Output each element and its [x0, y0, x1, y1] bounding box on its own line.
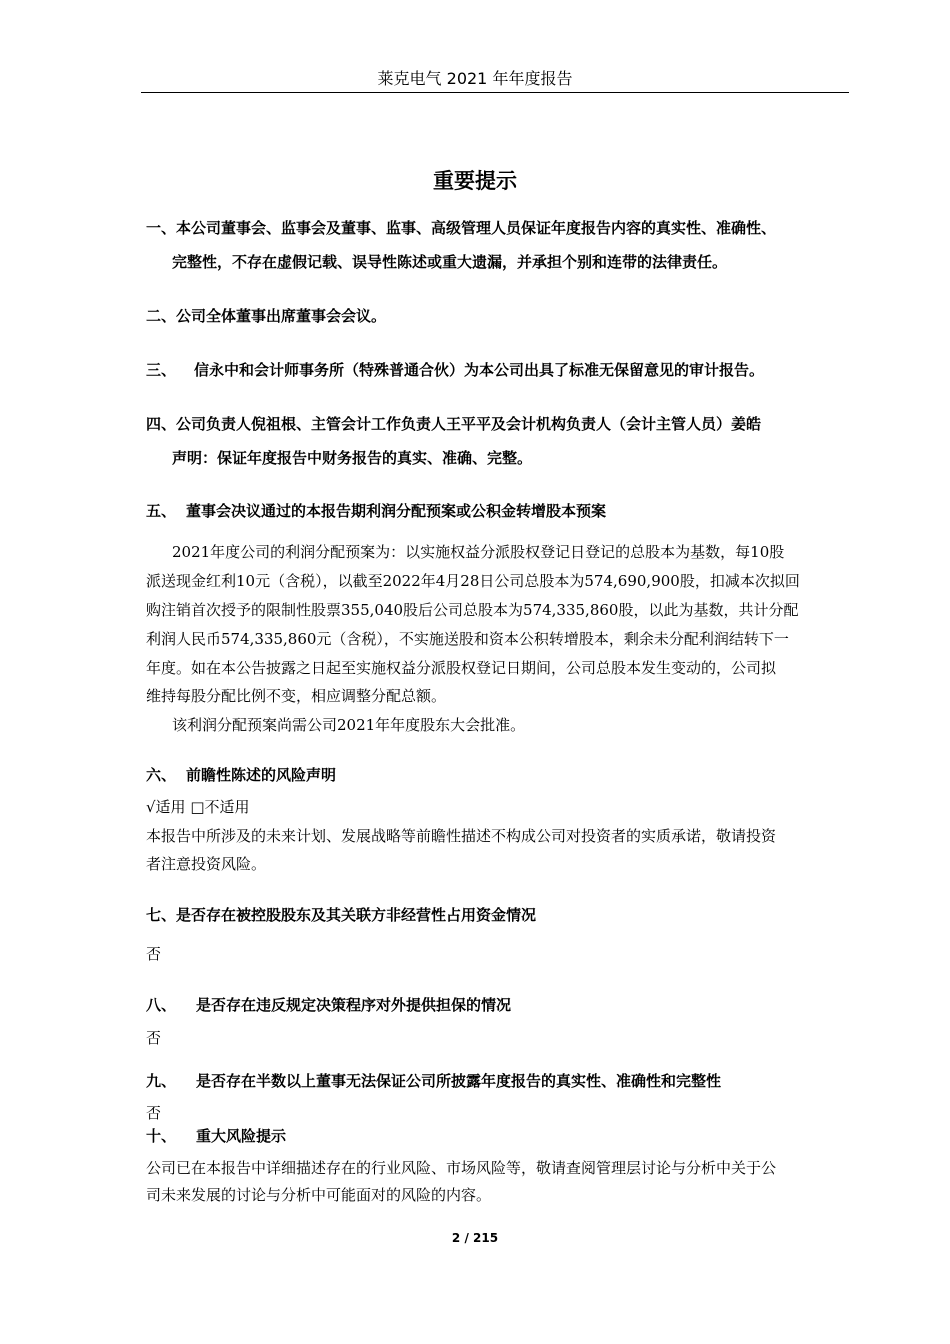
- header-rule: [141, 92, 849, 93]
- running-header: 莱克电气 2021 年年度报告: [377, 69, 573, 88]
- item8-heading-line: [146, 993, 854, 1017]
- item9-heading: 是否存在半数以上董事无法保证公司所披露年度报告的真实性、准确性和完整性: [196, 1072, 722, 1090]
- item5-heading-line: [146, 499, 854, 523]
- item4-line1: 四、公司负责人倪祖根、主管会计工作负责人王平平及会计机构负责人（会计主管人员）姜皓: [146, 415, 762, 433]
- item10-number: 十、: [146, 1127, 177, 1145]
- item8-heading: 是否存在违反规定决策程序对外提供担保的情况: [196, 996, 512, 1014]
- item6-body-line: 本报告中所涉及的未来计划、发展战略等前瞻性描述不构成公司对投资者的实质承诺，敬请投资: [146, 827, 777, 845]
- item6-number: 六、: [146, 766, 177, 784]
- item10-body-line: 公司已在本报告中详细描述存在的行业风险、市场风险等，敬请查阅管理层讨论与分析中关于公: [146, 1159, 777, 1177]
- item2-text: 二、公司全体董事出席董事会会议。: [146, 307, 387, 325]
- item3-number: 三、: [146, 361, 177, 379]
- item5-para-line: 维持每股分配比例不变，相应调整分配总额。: [146, 687, 447, 705]
- item10-heading: 重大风险提示: [196, 1127, 287, 1145]
- item5-para-line: 2021年度公司的利润分配预案为：以实施权益分派股权登记日登记的总股本为基数，每10股: [172, 543, 785, 561]
- item10-heading-line: [146, 1124, 854, 1148]
- page-number: 2 / 215: [451, 1231, 499, 1245]
- item7-heading: 七、是否存在被控股股东及其关联方非经营性占用资金情况: [146, 906, 537, 924]
- item7-answer: 否: [146, 945, 162, 963]
- item4-line2: 声明：保证年度报告中财务报告的真实、准确、完整。: [172, 449, 533, 467]
- item6-body-line: 者注意投资风险。: [146, 855, 267, 873]
- item9-answer: 否: [146, 1104, 162, 1122]
- item5-para-line: 购注销首次授予的限制性股票355,040股后公司总股本为574,335,860股，以此为基数，共计分配: [146, 601, 799, 619]
- item5-para2: 该利润分配预案尚需公司2021年年度股东大会批准。: [172, 716, 526, 734]
- item9-heading-line: [146, 1069, 854, 1093]
- item5-number: 五、: [146, 502, 177, 520]
- item5-para-line: 年度。如在本公告披露之日起至实施权益分派股权登记日期间，公司总股本发生变动的，公司拟: [146, 659, 777, 677]
- item1-line1: 一、本公司董事会、监事会及董事、监事、高级管理人员保证年度报告内容的真实性、准确性、: [146, 219, 777, 237]
- item10-body-line: 司未来发展的讨论与分析中可能面对的风险的内容。: [146, 1186, 492, 1204]
- item3-text: 信永中和会计师事务所（特殊普通合伙）为本公司出具了标准无保留意见的审计报告。: [194, 361, 765, 379]
- item6-applicability-options: √适用 □不适用: [146, 798, 250, 816]
- item8-number: 八、: [146, 996, 177, 1014]
- item9-number: 九、: [146, 1072, 177, 1090]
- page-title: 重要提示: [433, 169, 517, 193]
- item5-para-line: 派送现金红利10元（含税），以截至2022年4月28日公司总股本为574,690,900股，扣减本次拟回: [146, 572, 800, 590]
- item3-line: [146, 358, 854, 382]
- item1-line2: 完整性，不存在虚假记载、误导性陈述或重大遗漏，并承担个别和连带的法律责任。: [172, 253, 728, 271]
- item5-para-line: 利润人民币574,335,860元（含税），不实施送股和资本公积转增股本，剩余未分配利润结转下一: [146, 630, 789, 648]
- item6-heading-line: [146, 763, 854, 787]
- item6-heading: 前瞻性陈述的风险声明: [186, 766, 337, 784]
- item5-heading: 董事会决议通过的本报告期利润分配预案或公积金转增股本预案: [186, 502, 607, 520]
- item8-answer: 否: [146, 1029, 162, 1047]
